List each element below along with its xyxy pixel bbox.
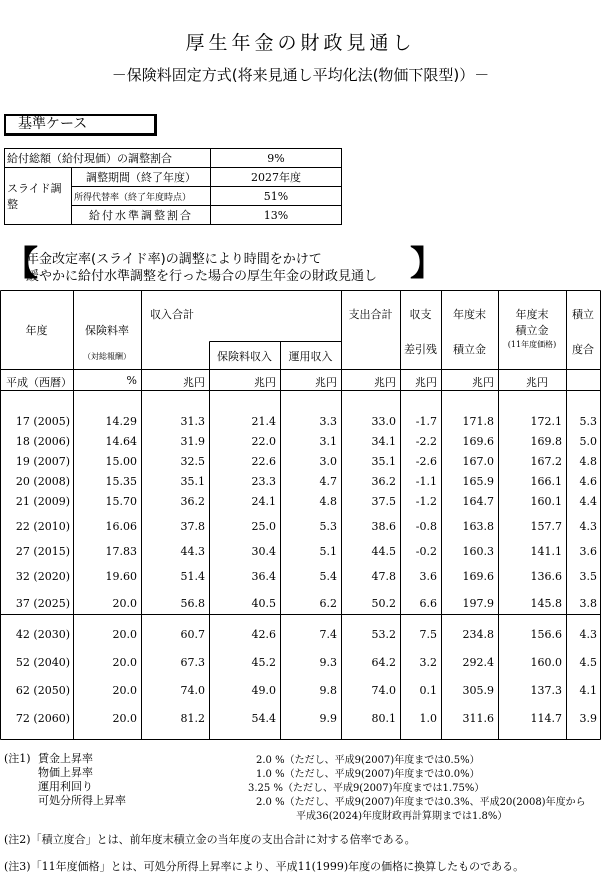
cell-balance: 3.6 xyxy=(419,570,437,583)
cell-rate: 15.00 xyxy=(105,455,137,468)
cell-rate: 15.70 xyxy=(105,495,137,508)
param-row3-label: 所得代替率（終了年度時点） xyxy=(72,187,211,206)
cell-reserve99: 160.1 xyxy=(530,495,562,508)
header-expense-total: 支出合計 xyxy=(348,308,393,321)
cell-income-total: 32.5 xyxy=(180,455,205,468)
cell-invest: 3.3 xyxy=(319,415,337,428)
cell-premium: 40.5 xyxy=(251,597,276,610)
cell-expense: 37.5 xyxy=(371,495,396,508)
unit-rate: % xyxy=(126,374,137,387)
cell-balance: -2.2 xyxy=(415,435,437,448)
header-rate: 保険料率 xyxy=(85,324,129,337)
param-group-label: スライド調整 xyxy=(5,168,72,225)
cell-balance: -2.6 xyxy=(415,455,437,468)
header-investment-income: 運用収入 xyxy=(288,350,333,363)
cell-year: 22 (2010) xyxy=(15,520,70,533)
page-title: 厚生年金の財政見通し xyxy=(185,32,416,54)
cell-year: 21 (2009) xyxy=(15,495,70,508)
unit-reserve: 兆円 xyxy=(472,376,494,389)
cell-year: 42 (2030) xyxy=(15,628,70,641)
unit-invest: 兆円 xyxy=(315,376,337,389)
header-balance-top: 収支 xyxy=(409,308,432,321)
cell-rate: 20.0 xyxy=(112,597,137,610)
header-balance-bottom: 差引残 xyxy=(404,343,437,356)
param-row4-value: 13% xyxy=(211,206,342,225)
cell-income-total: 60.7 xyxy=(180,628,205,641)
cell-ratio: 3.9 xyxy=(579,712,597,725)
cell-reserve99: 160.0 xyxy=(530,656,562,669)
cell-reserve99: 169.8 xyxy=(530,435,562,448)
cell-income-total: 35.1 xyxy=(180,475,205,488)
cell-reserve99: 114.7 xyxy=(530,712,562,725)
cell-invest: 7.4 xyxy=(319,628,337,641)
cell-year: 20 (2008) xyxy=(15,475,70,488)
cell-income-total: 31.9 xyxy=(180,435,205,448)
cell-income-total: 44.3 xyxy=(180,545,205,558)
cell-expense: 64.2 xyxy=(371,656,396,669)
cell-invest: 3.1 xyxy=(319,435,337,448)
cell-expense: 47.8 xyxy=(371,570,396,583)
unit-income-total: 兆円 xyxy=(183,376,205,389)
cell-income-total: 31.3 xyxy=(180,415,205,428)
cell-year: 52 (2040) xyxy=(15,656,70,669)
cell-expense: 36.2 xyxy=(371,475,396,488)
cell-premium: 21.4 xyxy=(251,415,276,428)
cell-premium: 24.1 xyxy=(251,495,276,508)
note1-a-label: 賃金上昇率 xyxy=(38,752,93,765)
cell-premium: 22.0 xyxy=(251,435,276,448)
unit-balance: 兆円 xyxy=(415,376,437,389)
unit-expense: 兆円 xyxy=(374,376,396,389)
cell-income-total: 36.2 xyxy=(180,495,205,508)
cell-premium: 36.4 xyxy=(251,570,276,583)
banner-left-bracket: 【 xyxy=(4,244,38,284)
cell-ratio: 3.6 xyxy=(579,545,597,558)
cell-invest: 9.8 xyxy=(319,684,337,697)
cell-rate: 20.0 xyxy=(112,628,137,641)
case-label: 基準ケース xyxy=(4,114,157,136)
cell-rate: 14.64 xyxy=(105,435,137,448)
unit-reserve99: 兆円 xyxy=(526,376,548,389)
cell-reserve99: 141.1 xyxy=(530,545,562,558)
cell-reserve: 167.0 xyxy=(462,455,494,468)
note1-c-label: 運用利回り xyxy=(38,780,93,793)
cell-invest: 5.1 xyxy=(319,545,337,558)
cell-reserve99: 156.6 xyxy=(530,628,562,641)
cell-ratio: 4.6 xyxy=(579,475,597,488)
cell-balance: -1.2 xyxy=(415,495,437,508)
cell-rate: 20.0 xyxy=(112,712,137,725)
cell-ratio: 3.5 xyxy=(579,570,597,583)
cell-expense: 53.2 xyxy=(371,628,396,641)
cell-premium: 42.6 xyxy=(251,628,276,641)
cell-balance: 7.5 xyxy=(419,628,437,641)
cell-expense: 35.1 xyxy=(371,455,396,468)
cell-year: 32 (2020) xyxy=(15,570,70,583)
cell-premium: 25.0 xyxy=(251,520,276,533)
cell-reserve: 292.4 xyxy=(462,656,494,669)
cell-income-total: 51.4 xyxy=(180,570,205,583)
cell-year: 62 (2050) xyxy=(15,684,70,697)
param-row3-value: 51% xyxy=(211,187,342,206)
cell-invest: 9.9 xyxy=(319,712,337,725)
cell-balance: 6.6 xyxy=(419,597,437,610)
cell-ratio: 4.1 xyxy=(579,684,597,697)
note1-a-value: 2.0 %（ただし、平成9(2007)年度までは0.5%） xyxy=(256,755,480,766)
cell-expense: 50.2 xyxy=(371,597,396,610)
cell-year: 19 (2007) xyxy=(15,455,70,468)
cell-rate: 19.60 xyxy=(105,570,137,583)
cell-reserve: 305.9 xyxy=(462,684,494,697)
cell-reserve99: 167.2 xyxy=(530,455,562,468)
cell-balance: 0.1 xyxy=(419,684,437,697)
cell-reserve: 163.8 xyxy=(462,520,494,533)
cell-year: 17 (2005) xyxy=(15,415,70,428)
header-premium-income: 保険料収入 xyxy=(217,350,272,363)
param-row4-label: 給付水準調整割合 xyxy=(72,206,211,225)
cell-reserve99: 145.8 xyxy=(530,597,562,610)
cell-expense: 34.1 xyxy=(371,435,396,448)
cell-reserve99: 172.1 xyxy=(530,415,562,428)
cell-balance: -1.1 xyxy=(415,475,437,488)
cell-reserve99: 166.1 xyxy=(530,475,562,488)
cell-premium: 23.3 xyxy=(251,475,276,488)
cell-rate: 16.06 xyxy=(105,520,137,533)
cell-reserve99: 157.7 xyxy=(530,520,562,533)
cell-expense: 74.0 xyxy=(371,684,396,697)
cell-expense: 33.0 xyxy=(371,415,396,428)
header-reserve99-note: (11年度価格) xyxy=(507,340,557,349)
cell-premium: 49.0 xyxy=(251,684,276,697)
cell-reserve: 169.6 xyxy=(462,570,494,583)
cell-premium: 45.2 xyxy=(251,656,276,669)
cell-rate: 15.35 xyxy=(105,475,137,488)
note3: (注3)「11年度価格」とは、可処分所得上昇率により、平成11(1999)年度の価格に換算したものである。 xyxy=(4,860,525,873)
cell-premium: 30.4 xyxy=(251,545,276,558)
page-subtitle: －保険料固定方式(将来見通し平均化法(物価下限型)）－ xyxy=(111,66,490,84)
note1-b-label: 物価上昇率 xyxy=(38,766,93,779)
header-reserve99-mid: 積立金 xyxy=(515,324,549,337)
note1-d-value2: 平成36(2024)年度財政再計算期までは1.8%） xyxy=(296,811,508,822)
cell-reserve: 311.6 xyxy=(462,712,494,725)
param-row1-value: 9% xyxy=(211,149,342,168)
cell-rate: 14.29 xyxy=(105,415,137,428)
cell-balance: 3.2 xyxy=(419,656,437,669)
cell-invest: 4.7 xyxy=(319,475,337,488)
cell-reserve: 160.3 xyxy=(462,545,494,558)
header-ratio-bottom: 度合 xyxy=(572,343,594,356)
cell-balance: -0.8 xyxy=(415,520,437,533)
cell-invest: 5.3 xyxy=(319,520,337,533)
param-row2-value: 2027年度 xyxy=(211,168,342,187)
cell-reserve99: 137.3 xyxy=(530,684,562,697)
header-ratio-top: 積立 xyxy=(572,308,594,321)
cell-income-total: 67.3 xyxy=(180,656,205,669)
unit-year: 平成（西暦） xyxy=(6,376,72,389)
header-reserve99-top: 年度末 xyxy=(515,308,549,321)
cell-year: 72 (2060) xyxy=(15,712,70,725)
note1-d-value: 2.0 %（ただし、平成9(2007)年度までは0.3%、平成20(2008)年度から xyxy=(256,797,586,808)
note1-d-label: 可処分所得上昇率 xyxy=(38,794,126,807)
cell-reserve: 234.8 xyxy=(462,628,494,641)
cell-reserve: 164.7 xyxy=(462,495,494,508)
unit-premium: 兆円 xyxy=(254,376,276,389)
cell-invest: 3.0 xyxy=(319,455,337,468)
cell-ratio: 4.5 xyxy=(579,656,597,669)
cell-income-total: 74.0 xyxy=(180,684,205,697)
cell-reserve99: 136.6 xyxy=(530,570,562,583)
cell-rate: 20.0 xyxy=(112,656,137,669)
cell-premium: 22.6 xyxy=(251,455,276,468)
cell-ratio: 5.3 xyxy=(579,415,597,428)
cell-year: 18 (2006) xyxy=(15,435,70,448)
cell-ratio: 4.3 xyxy=(579,628,597,641)
cell-reserve: 197.9 xyxy=(462,597,494,610)
cell-income-total: 56.8 xyxy=(180,597,205,610)
cell-expense: 80.1 xyxy=(371,712,396,725)
header-year: 年度 xyxy=(25,324,48,337)
cell-reserve: 171.8 xyxy=(462,415,494,428)
header-income-total: 収入合計 xyxy=(150,308,194,321)
param-row2-label: 調整期間（終了年度） xyxy=(72,168,211,187)
cell-income-total: 81.2 xyxy=(180,712,205,725)
cell-ratio: 4.4 xyxy=(579,495,597,508)
cell-ratio: 4.3 xyxy=(579,520,597,533)
cell-reserve: 169.6 xyxy=(462,435,494,448)
cell-invest: 6.2 xyxy=(319,597,337,610)
header-rate-note: （対総報酬） xyxy=(83,352,131,361)
cell-invest: 4.8 xyxy=(319,495,337,508)
cell-rate: 17.83 xyxy=(105,545,137,558)
cell-balance: -1.7 xyxy=(415,415,437,428)
cell-rate: 20.0 xyxy=(112,684,137,697)
cell-year: 37 (2025) xyxy=(15,597,70,610)
cell-reserve: 165.9 xyxy=(462,475,494,488)
cell-balance: -0.2 xyxy=(415,545,437,558)
note2: (注2)「積立度合」とは、前年度末積立金の当年度の支出合計に対する倍率である。 xyxy=(4,833,416,846)
cell-premium: 54.4 xyxy=(251,712,276,725)
cell-year: 27 (2015) xyxy=(15,545,70,558)
cell-ratio: 3.8 xyxy=(579,597,597,610)
note1-prefix: (注1) xyxy=(4,752,31,765)
banner-right-bracket: 】 xyxy=(410,244,444,284)
cell-invest: 5.4 xyxy=(319,570,337,583)
param-row1-label: 給付総額（給付現価）の調整割合 xyxy=(5,149,211,168)
banner-line2: 緩やかに給付水準調整を行った場合の厚生年金の財政見通し xyxy=(26,269,378,284)
cell-ratio: 5.0 xyxy=(579,435,597,448)
header-reserve-bottom: 積立金 xyxy=(453,343,486,356)
cell-expense: 44.5 xyxy=(371,545,396,558)
cell-expense: 38.6 xyxy=(371,520,396,533)
cell-invest: 9.3 xyxy=(319,656,337,669)
banner-line1: 年金改定率(スライド率)の調整により時間をかけて xyxy=(26,252,322,267)
cell-balance: 1.0 xyxy=(419,712,437,725)
cell-income-total: 37.8 xyxy=(180,520,205,533)
note1-c-value: 3.25 %（ただし、平成9(2007)年度までは1.75%） xyxy=(248,783,485,794)
header-reserve-top: 年度末 xyxy=(453,308,486,321)
cell-ratio: 4.8 xyxy=(579,455,597,468)
note1-b-value: 1.0 %（ただし、平成9(2007)年度までは0.0%） xyxy=(256,769,480,780)
